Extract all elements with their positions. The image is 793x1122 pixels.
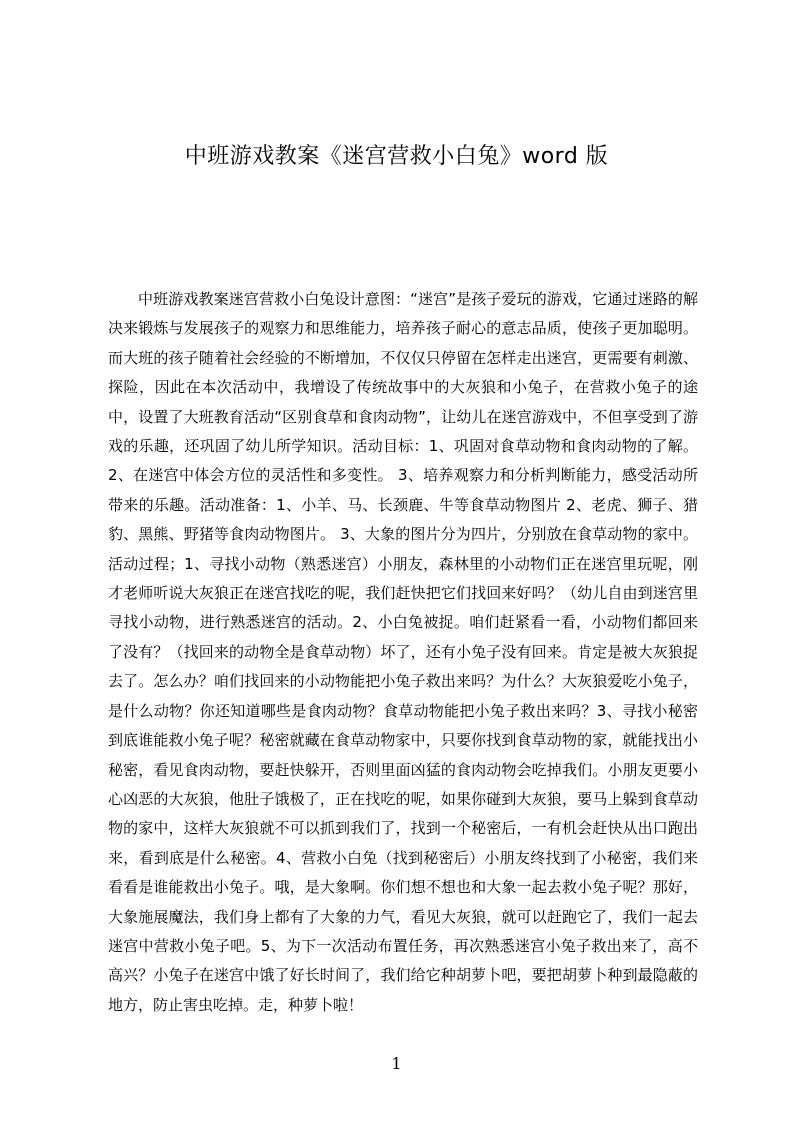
body-paragraph: 中班游戏教案迷宫营救小白兔设计意图：“迷宫”是孩子爱玩的游戏，它通过迷路的解决来锻炼与发展孩子的观察力和思维能力，培养孩子耐心的意志品质，使孩子更加聪明。而大班的孩子随着社会经验的不断增加，不仅仅只停留在怎样走出迷宫，更需要有刺激、探险，因此在本次活动中，我增设了传统故事中的大灰狼和小兔子，在营救小兔子的途中，设置了大班教育活动“区别食草和食肉动物”，让幼儿在迷宫游戏中，不但享受到了游戏的乐趣，还巩固了幼儿所学知识。活动目标：1、巩固对食草动物和食肉动物的了解。2、在迷宫中体会方位的灵活性和多变性。 3、培养观察力和分析判断能力，感受活动所带来的乐趣。活动准备：1、小羊、马、长颈鹿、牛等食草动物图片 2、老虎、狮子、猎豹、黑熊、野猪等食肉动物图片。 3、大象的图片分为四片，分别放在食草动物的家中。活动过程；1、寻找小动物（熟悉迷宫）小朋友，森林里的小动物们正在迷宫里玩呢，刚才老师听说大灰狼正在迷宫找吃的呢，我们赶快把它们找回来好吗？（幼儿自由到迷宫里寻找小动物，进行熟悉迷宫的活动。2、小白兔被捉。咱们赶紧看一看，小动物们都回来了没有？（找回来的动物全是食草动物）坏了，还有小兔子没有回来。肯定是被大灰狼捉去了。怎么办？咱们找回来的小动物能把小兔子救出来吗？为什么？大灰狼爱吃小兔子，是什么动物？你还知道哪些是食肉动物？食草动物能把小兔子救出来吗？3、寻找小秘密到底谁能救小兔子呢？秘密就藏在食草动物家中，只要你找到食草动物的家，就能找出小秘密，看见食肉动物，要赶快躲开，否则里面凶猛的食肉动物会吃掉我们。小朋友更要小心凶恶的大灰狼，他肚子饿极了，正在找吃的呢，如果你碰到大灰狼，要马上躲到食草动物的家中，这样大灰狼就不可以抓到我们了，找到一个秘密后，一有机会赶快从出口跑出来，看到底是什么秘密。4、营救小白兔（找到秘密后）小朋友终找到了小秘密，我们来看看是谁能救出小兔子。哦，是大象啊。你们想不想也和大象一起去救小兔子呢？那好，大象施展魔法，我们身上都有了大象的力气，看见大灰狼，就可以赶跑它了，我们一起去迷宫中营救小兔子吧。5、为下一次活动布置任务，再次熟悉迷宫小兔子救出来了，高不高兴？小兔子在迷宫中饿了好长时间了，我们给它种胡萝卜吧，要把胡萝卜种到最隐蔽的地方，防止害虫吃掉。走，种萝卜啦！ — [108, 290, 698, 1014]
page-number: 1 — [391, 1054, 402, 1073]
document-title: 中班游戏教案《迷宫营救小白兔》word 版 — [184, 144, 609, 169]
